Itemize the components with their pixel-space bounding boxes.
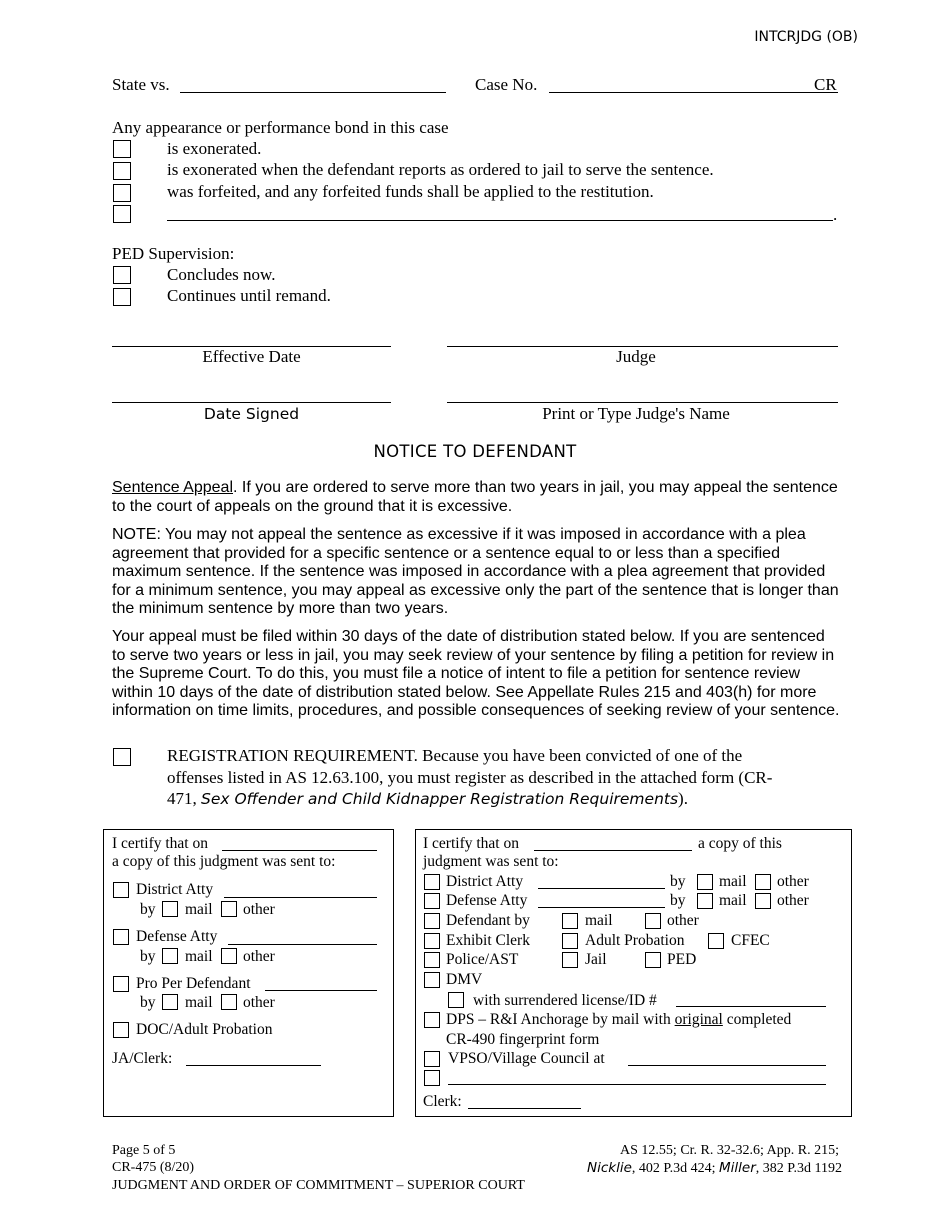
registration-line-1: REGISTRATION REQUIREMENT. Because you have been convicted of one of the bbox=[167, 746, 743, 765]
right-dmv-checkbox[interactable] bbox=[424, 972, 440, 988]
right-judgment-sent: judgment was sent to: bbox=[423, 853, 559, 870]
case-number-field[interactable] bbox=[549, 92, 838, 93]
right-dps-line-2: CR-490 fingerprint form bbox=[446, 1031, 600, 1048]
left-defense-mail-checkbox[interactable] bbox=[162, 948, 178, 964]
filing-paragraph: Your appeal must be filed within 30 days of the date of distribution stated below. If you are sentenced to serve two years or less in jail, you may seek review of your sentence by filing a petition for review in the Supreme Court. To do this, you must file a notice of intent to file a petition for sentence review within 10 days of the date of distribution stated below. See Appellate Rules 215 and 403(h) for more information on time limits, procedures, and possible consequences of seeking review of your sentence. bbox=[112, 628, 840, 720]
right-district-mail: mail bbox=[719, 873, 747, 890]
registration-line-2: offenses listed in AS 12.63.100, you must register as described in the attached form (CR- bbox=[167, 768, 773, 787]
notice-title: NOTICE TO DEFENDANT bbox=[373, 442, 577, 461]
right-other-checkbox[interactable] bbox=[424, 1070, 440, 1086]
left-doc-label: DOC/Adult Probation bbox=[136, 1021, 273, 1038]
ped-option-1: Concludes now. bbox=[167, 265, 276, 284]
footer-case-miller: Miller bbox=[719, 1160, 756, 1176]
bond-option-3: was forfeited, and any forfeited funds shall be applied to the restitution. bbox=[167, 182, 654, 201]
right-police-label: Police/AST bbox=[446, 951, 519, 968]
sentence-appeal-paragraph bbox=[112, 479, 842, 516]
footer-page: Page 5 of 5 bbox=[112, 1143, 176, 1158]
right-defendant-label: Defendant by bbox=[446, 912, 530, 929]
left-district-by: by bbox=[140, 901, 156, 918]
left-defense-other-checkbox[interactable] bbox=[221, 948, 237, 964]
right-exhibit-clerk-checkbox[interactable] bbox=[424, 933, 440, 949]
right-defense-by: by bbox=[670, 892, 686, 909]
judge-label: Judge bbox=[616, 347, 656, 366]
left-defense-mail: mail bbox=[185, 948, 213, 965]
bond-exonerated-reports-checkbox[interactable] bbox=[113, 162, 131, 180]
left-copy-sent-label: a copy of this judgment was sent to: bbox=[112, 853, 336, 870]
right-defense-mail: mail bbox=[719, 892, 747, 909]
right-defense-other-checkbox[interactable] bbox=[755, 893, 771, 909]
right-dps-a: DPS – R&I Anchorage by mail with bbox=[446, 1011, 675, 1028]
right-clerk-field[interactable] bbox=[468, 1108, 581, 1109]
state-field[interactable] bbox=[180, 92, 446, 93]
left-defense-atty-checkbox[interactable] bbox=[113, 929, 129, 945]
left-certify-date-field[interactable] bbox=[222, 850, 377, 851]
right-dps-b: completed bbox=[722, 1011, 792, 1028]
right-defense-mail-checkbox[interactable] bbox=[697, 893, 713, 909]
left-defense-atty-field[interactable] bbox=[228, 944, 377, 945]
footer-cite-b: , 382 P.3d 1192 bbox=[755, 1161, 842, 1176]
judge-name-label: Print or Type Judge's Name bbox=[542, 404, 730, 423]
right-police-checkbox[interactable] bbox=[424, 952, 440, 968]
left-district-atty-field[interactable] bbox=[224, 897, 377, 898]
registration-line-3 bbox=[167, 789, 688, 809]
right-dps-line-1 bbox=[446, 1011, 791, 1029]
footer-case-nicklie: Nicklie bbox=[586, 1160, 632, 1176]
left-pro-per-mail: mail bbox=[185, 994, 213, 1011]
right-dmv-label: DMV bbox=[446, 971, 483, 988]
right-defendant-other-checkbox[interactable] bbox=[645, 913, 661, 929]
registration-line-3-b: ). bbox=[678, 789, 688, 808]
right-certify-label: I certify that on bbox=[423, 835, 519, 852]
right-defendant-mail-checkbox[interactable] bbox=[562, 913, 578, 929]
left-ja-clerk-field[interactable] bbox=[186, 1065, 321, 1066]
right-other-field[interactable] bbox=[448, 1084, 826, 1085]
state-label: State vs. bbox=[112, 75, 170, 94]
left-doc-checkbox[interactable] bbox=[113, 1022, 129, 1038]
right-dps-checkbox[interactable] bbox=[424, 1012, 440, 1028]
right-district-other-checkbox[interactable] bbox=[755, 874, 771, 890]
right-surrendered-checkbox[interactable] bbox=[448, 992, 464, 1008]
footer-citation-2 bbox=[587, 1160, 842, 1177]
ped-concludes-checkbox[interactable] bbox=[113, 266, 131, 284]
right-cfec-checkbox[interactable] bbox=[708, 933, 724, 949]
right-cfec-label: CFEC bbox=[731, 932, 770, 949]
left-pro-per-checkbox[interactable] bbox=[113, 976, 129, 992]
right-defense-other: other bbox=[777, 892, 809, 909]
right-defense-atty-checkbox[interactable] bbox=[424, 893, 440, 909]
right-district-atty-field[interactable] bbox=[538, 888, 665, 889]
right-copy-of-this: a copy of this bbox=[698, 835, 782, 852]
right-ped-label: PED bbox=[667, 951, 697, 968]
left-pro-per-mail-checkbox[interactable] bbox=[162, 994, 178, 1010]
right-clerk-label: Clerk: bbox=[423, 1093, 462, 1110]
right-district-atty-checkbox[interactable] bbox=[424, 874, 440, 890]
right-jail-checkbox[interactable] bbox=[562, 952, 578, 968]
footer-citation-1: AS 12.55; Cr. R. 32-32.6; App. R. 215; bbox=[620, 1143, 839, 1158]
registration-line-3-a: 471, bbox=[167, 789, 201, 808]
right-license-id-field[interactable] bbox=[676, 1006, 826, 1007]
left-ja-clerk-label: JA/Clerk: bbox=[112, 1050, 173, 1067]
left-pro-per-other: other bbox=[243, 994, 275, 1011]
bond-intro: Any appearance or performance bond in this case bbox=[112, 118, 449, 137]
left-pro-per-label: Pro Per Defendant bbox=[136, 975, 251, 992]
date-signed-label: Date Signed bbox=[203, 405, 300, 423]
sentence-appeal-heading: Sentence Appeal bbox=[112, 479, 233, 496]
left-certify-label: I certify that on bbox=[112, 835, 208, 852]
ped-continues-checkbox[interactable] bbox=[113, 288, 131, 306]
right-adult-probation-checkbox[interactable] bbox=[562, 933, 578, 949]
right-defendant-checkbox[interactable] bbox=[424, 913, 440, 929]
left-district-atty-checkbox[interactable] bbox=[113, 882, 129, 898]
left-defense-atty-label: Defense Atty bbox=[136, 928, 218, 945]
left-district-other: other bbox=[243, 901, 275, 918]
left-district-mail: mail bbox=[185, 901, 213, 918]
right-vpso-checkbox[interactable] bbox=[424, 1051, 440, 1067]
footer-cite-a: , 402 P.3d 424; bbox=[631, 1161, 720, 1176]
footer-form-number: CR-475 (8/20) bbox=[112, 1160, 195, 1175]
effective-date-label: Effective Date bbox=[202, 347, 301, 366]
right-adult-probation-label: Adult Probation bbox=[585, 932, 685, 949]
left-pro-per-other-checkbox[interactable] bbox=[221, 994, 237, 1010]
right-defendant-other: other bbox=[667, 912, 699, 929]
left-certificate-box bbox=[103, 829, 394, 1117]
registration-checkbox[interactable] bbox=[113, 748, 131, 766]
case-label: Case No. bbox=[475, 75, 538, 94]
note-paragraph: NOTE: You may not appeal the sentence as excessive if it was imposed in accordance with a plea agreement that provided for a specific sentence or a sentence equal to or less than a specified maximum sentence. If the sentence was imposed in accordance with a plea agreement that provided for a minimum sentence, you may appeal as excessive only the part of the sentence that is longer than the minimum sentence by more than two years. bbox=[112, 526, 839, 618]
left-defense-other: other bbox=[243, 948, 275, 965]
right-vpso-field[interactable] bbox=[628, 1065, 826, 1066]
sentence-appeal-text: . If you are ordered to serve more than two years in jail, you may appeal the sentence to the court of appeals on the ground that it is excessive. bbox=[112, 479, 838, 515]
right-defense-atty-label: Defense Atty bbox=[446, 892, 528, 909]
right-district-mail-checkbox[interactable] bbox=[697, 874, 713, 890]
right-ped-checkbox[interactable] bbox=[645, 952, 661, 968]
bond-other-period: . bbox=[833, 205, 838, 224]
right-certify-date-field[interactable] bbox=[534, 850, 692, 851]
footer-title: JUDGMENT AND ORDER OF COMMITMENT – SUPERIOR COURT bbox=[112, 1178, 525, 1193]
registration-form-title: Sex Offender and Child Kidnapper Registration Requirements bbox=[201, 790, 679, 808]
left-district-other-checkbox[interactable] bbox=[221, 901, 237, 917]
ped-label: PED Supervision: bbox=[112, 244, 235, 263]
ped-option-2: Continues until remand. bbox=[167, 286, 331, 305]
left-defense-by: by bbox=[140, 948, 156, 965]
bond-other-field[interactable] bbox=[167, 220, 833, 221]
case-suffix: CR bbox=[814, 75, 837, 94]
bond-option-2: is exonerated when the defendant reports as ordered to jail to serve the sentence. bbox=[167, 160, 714, 179]
right-surrendered-label: with surrendered license/ID # bbox=[473, 992, 657, 1009]
right-exhibit-clerk-label: Exhibit Clerk bbox=[446, 932, 530, 949]
right-dps-original: original bbox=[674, 1011, 723, 1028]
left-pro-per-field[interactable] bbox=[265, 990, 377, 991]
right-defendant-mail: mail bbox=[585, 912, 613, 929]
right-district-by: by bbox=[670, 873, 686, 890]
right-district-other: other bbox=[777, 873, 809, 890]
bond-forfeited-checkbox[interactable] bbox=[113, 184, 131, 202]
date-signed-field[interactable] bbox=[112, 402, 391, 403]
left-district-atty-label: District Atty bbox=[136, 881, 214, 898]
bond-other-checkbox[interactable] bbox=[113, 205, 131, 223]
right-district-atty-label: District Atty bbox=[446, 873, 524, 890]
bond-option-1: is exonerated. bbox=[167, 139, 262, 158]
judge-name-field[interactable] bbox=[447, 402, 838, 403]
left-district-mail-checkbox[interactable] bbox=[162, 901, 178, 917]
form-code: INTCRJDG (OB) bbox=[754, 29, 858, 45]
right-jail-label: Jail bbox=[585, 951, 607, 968]
right-vpso-label: VPSO/Village Council at bbox=[448, 1050, 605, 1067]
left-pro-per-by: by bbox=[140, 994, 156, 1011]
right-defense-atty-field[interactable] bbox=[538, 907, 665, 908]
bond-exonerated-checkbox[interactable] bbox=[113, 140, 131, 158]
